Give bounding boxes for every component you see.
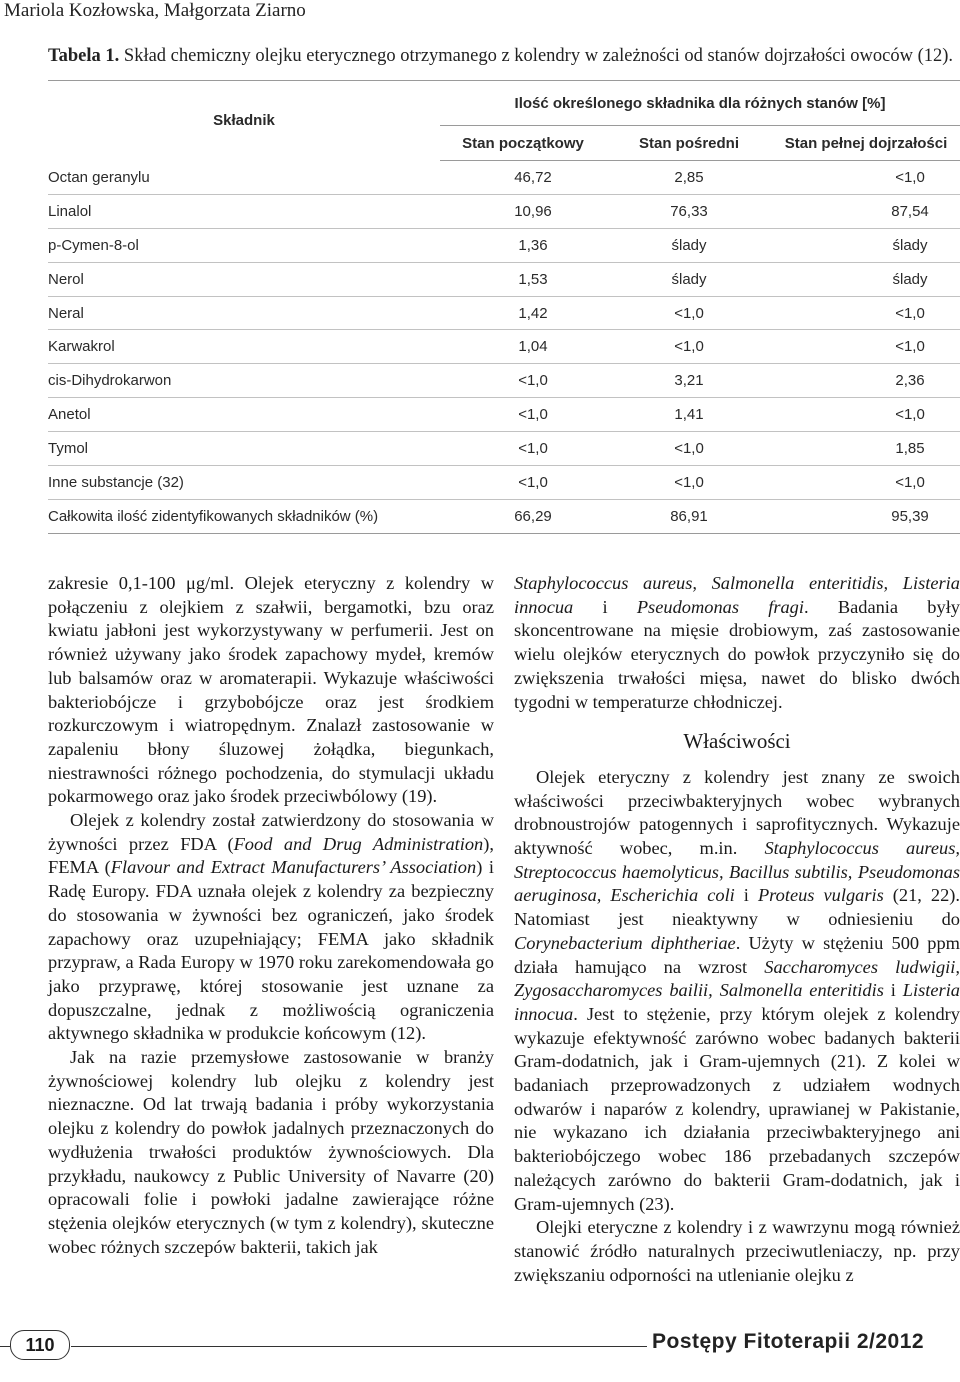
cell-skladnik: Octan geranylu (48, 161, 440, 195)
cell-stan-posredni: ślady (606, 262, 772, 296)
right-p2-text-a: Olejek eteryczny z kolendry jest znany ze swoich właściwości przeciwbakteryjnych wobec wybranych drobnoustrojów patogennych i saprofitycznych. Wykazuje aktywność wobec, m.in. (514, 766, 960, 859)
cell-stan-poczatkowy: 1,53 (440, 262, 606, 296)
footer-rule-left (0, 1346, 10, 1347)
cell-stan-posredni: 1,41 (606, 398, 772, 432)
table-row (48, 432, 960, 466)
cell-stan-posredni: <1,0 (606, 432, 772, 466)
journal-name: Postępy Fitoterapii 2/2012 (652, 1330, 925, 1353)
cell-skladnik: Inne substancje (32) (48, 466, 440, 500)
composition-table (48, 80, 960, 534)
left-p2-fema-name: Flavour and Extract Manufacturers’ Association (110, 857, 477, 878)
right-p1-text-b: . Badania były skoncentrowane na mięsie drobiowym, zaś zastosowanie wielu olejków eterycznych do powłok przyczyniło się do zwiększenia trwałości mięsa, nawet do blisko dwóch tygodni w temperaturze chłodniczej. (514, 596, 960, 712)
right-p1-species-1: Staphylococcus aureus, Salmonella enteritidis, Listeria innocua (514, 573, 960, 617)
cell-stan-poczatkowy: 1,42 (440, 296, 606, 330)
cell-stan-posredni: <1,0 (606, 466, 772, 500)
header-stan-poczatkowy: Stan początkowy (440, 126, 606, 161)
running-header: Mariola Kozłowska, Małgorzata Ziarno (4, 0, 306, 21)
cell-skladnik: Linalol (48, 194, 440, 228)
table-caption (48, 46, 953, 67)
cell-skladnik: Anetol (48, 398, 440, 432)
left-p2-text-c: ) i Radę Europy. FDA uznała olejek z kolendry za bezpieczny do stosowania w żywności bez ograniczeń, jako środek zapachowy oraz uzupełniający; FEMA jako składnik przypraw, a Rada Europy w 1970 roku zarekomendowała go jako przyprawę, której stosowanie jest uznane za dopuszczalne, jednak z możliwością ograniczenia aktywnego składnika w produkcie końcowym (12). (48, 857, 494, 1044)
cell-stan-posredni: 76,33 (606, 194, 772, 228)
cell-stan-posredni: 86,91 (606, 499, 772, 533)
right-p1-text-a: i (573, 596, 637, 617)
table-row (48, 194, 960, 228)
table-row (48, 466, 960, 500)
right-p2-species-4: Saccharomyces ludwigii, Zygosaccharomyces bailii, Salmonella enteritidis (514, 956, 960, 1001)
right-p2-species-2: Proteus vulgaris (757, 885, 884, 906)
cell-stan-pelnej: <1,0 (772, 466, 960, 500)
cell-stan-pelnej: ślady (772, 228, 960, 262)
right-paragraph-2 (514, 766, 960, 1216)
table-row (48, 364, 960, 398)
left-paragraph-2 (48, 809, 494, 1046)
right-paragraph-3: Olejki eteryczne z kolendry i z wawrzynu mogą również stanowić źródło naturalnych przeciwutleniaczy, np. przy zwiększaniu odporności na utlenianie olejku z (514, 1217, 960, 1285)
right-column (514, 572, 960, 1287)
cell-stan-pelnej: 87,54 (772, 194, 960, 228)
cell-stan-poczatkowy: <1,0 (440, 398, 606, 432)
cell-skladnik: Całkowita ilość zidentyfikowanych składników (%) (48, 499, 440, 533)
cell-stan-poczatkowy: 46,72 (440, 161, 606, 195)
cell-stan-poczatkowy: 1,04 (440, 330, 606, 364)
header-stan-pelnej: Stan pełnej dojrzałości (772, 126, 960, 161)
cell-stan-poczatkowy: 66,29 (440, 499, 606, 533)
cell-skladnik: Neral (48, 296, 440, 330)
right-p2-text-f: . Jest to stężenie, przy którym olejek z kolendry wykazuje efektywność zarówno wobec badanych bakterii Gram-dodatnich, jak i Gram-ujemnych (21). Z kolei w badaniach przeprowadzonych z udziałem wodnych odwarów i naparów z kolendry, uprawianej w Pakistanie, nie wykazano ich działania przeciwbakteryjnego ani bakteriobójczego wobec 186 przebadanych szczepów należących zarówno do bakterii Gram-dodatnich, jak i Gram-ujemnych (23). (514, 1003, 960, 1214)
header-group: Ilość określonego składnika dla różnych stanów [%] (440, 81, 960, 126)
table-row (48, 398, 960, 432)
cell-stan-poczatkowy: <1,0 (440, 466, 606, 500)
cell-stan-poczatkowy: 10,96 (440, 194, 606, 228)
cell-stan-pelnej: 95,39 (772, 499, 960, 533)
page-number: 110 (10, 1330, 70, 1360)
header-stan-posredni: Stan pośredni (606, 126, 772, 161)
cell-stan-poczatkowy: <1,0 (440, 364, 606, 398)
header-skladnik: Składnik (48, 81, 440, 161)
table-row (48, 330, 960, 364)
cell-stan-pelnej: <1,0 (772, 398, 960, 432)
right-p2-text-d: . Użyty w stężeniu 500 ppm działa hamująco na wzrost (514, 932, 960, 977)
table-row (48, 262, 960, 296)
section-heading: Właściwości (683, 729, 791, 754)
right-p2-text-b: i (734, 885, 758, 906)
cell-skladnik: cis-Dihydrokarwon (48, 364, 440, 398)
right-p2-species-3: Corynebacterium diphtheriae (514, 932, 736, 953)
right-p2-text-c: (21, 22). Natomiast jest nieaktywny w odniesieniu do (514, 885, 960, 930)
left-paragraph-1: zakresie 0,1-100 μg/ml. Olejek eteryczny z kolendry w połączeniu z olejkiem z szałwii, bergamotki, bzu oraz kwiatu jabłoni jest wykorzystywany w perfumerii. Jest on również używany jako środek zapachowy mydeł, kremów lub balsamów oraz w aromaterapii. Wykazuje właściwości bakteriobójcze i grzybobójcze oraz jest środkiem rozkurczowym i wiatropędnym. Znalazł zastosowanie w zapaleniu błony śluzowej żołądka, biegunkach, niestrawności różnego pochodzenia, do stymulacji układu pokarmowego oraz jako środek przeciwbólowy (19). (48, 573, 494, 807)
left-p2-fda-name: Food and Drug Administration (233, 833, 484, 854)
right-paragraph-1 (514, 572, 960, 714)
left-column (48, 572, 494, 1259)
right-p2-text-e: i (883, 980, 903, 1001)
cell-stan-pelnej: 1,85 (772, 432, 960, 466)
cell-stan-posredni: <1,0 (606, 330, 772, 364)
left-paragraph-3: Jak na razie przemysłowe zastosowanie w branży żywnościowej kolendry lub olejku z kolendry jest nieznaczne. Od lat trwają badania i próby wykorzystania olejku z kolendry do powłok jadalnych przeznaczonych do wydłużenia trwałości produktów żywnościowych. Dla przykładu, naukowcy z Public University of Navarre (20) opracowali folie i powłoki jadalne zawierające różne stężenia olejków eterycznych (w tym z kolendry), skuteczne wobec różnych szczepów bakterii, takich jak (48, 1047, 494, 1257)
cell-stan-poczatkowy: 1,36 (440, 228, 606, 262)
footer-rule-middle (71, 1346, 647, 1347)
cell-stan-pelnej: 2,36 (772, 364, 960, 398)
table-row (48, 296, 960, 330)
cell-stan-pelnej: <1,0 (772, 296, 960, 330)
cell-skladnik: Karwakrol (48, 330, 440, 364)
right-p2-species-5: Listeria innocua (514, 980, 960, 1024)
cell-skladnik: Tymol (48, 432, 440, 466)
cell-stan-pelnej: <1,0 (772, 330, 960, 364)
left-p2-text-a: Olejek z kolendry został zatwierdzony do stosowania w żywności przez FDA ( (48, 810, 494, 854)
cell-stan-pelnej: <1,0 (772, 161, 960, 195)
left-p2-text-b: ), FEMA ( (48, 833, 494, 878)
table-row (48, 161, 960, 195)
table-caption-text: Skład chemiczny olejku eterycznego otrzymanego z kolendry w zależności od stanów dojrzałości owoców (12). (119, 46, 954, 66)
table-row (48, 499, 960, 533)
cell-stan-poczatkowy: <1,0 (440, 432, 606, 466)
right-p1-species-2: Pseudomonas fragi (636, 596, 804, 617)
cell-skladnik: Nerol (48, 262, 440, 296)
right-p2-species-1: Staphylococcus aureus, Streptococcus haemolyticus, Bacillus subtilis, Pseudomonas aeruginosa, Escherichia coli (514, 838, 960, 906)
cell-stan-posredni: 2,85 (606, 161, 772, 195)
cell-skladnik: p-Cymen-8-ol (48, 228, 440, 262)
table-caption-label: Tabela 1. (48, 46, 120, 66)
page-footer (0, 1326, 960, 1382)
cell-stan-posredni: 3,21 (606, 364, 772, 398)
cell-stan-pelnej: ślady (772, 262, 960, 296)
cell-stan-posredni: <1,0 (606, 296, 772, 330)
table-row (48, 228, 960, 262)
cell-stan-posredni: ślady (606, 228, 772, 262)
